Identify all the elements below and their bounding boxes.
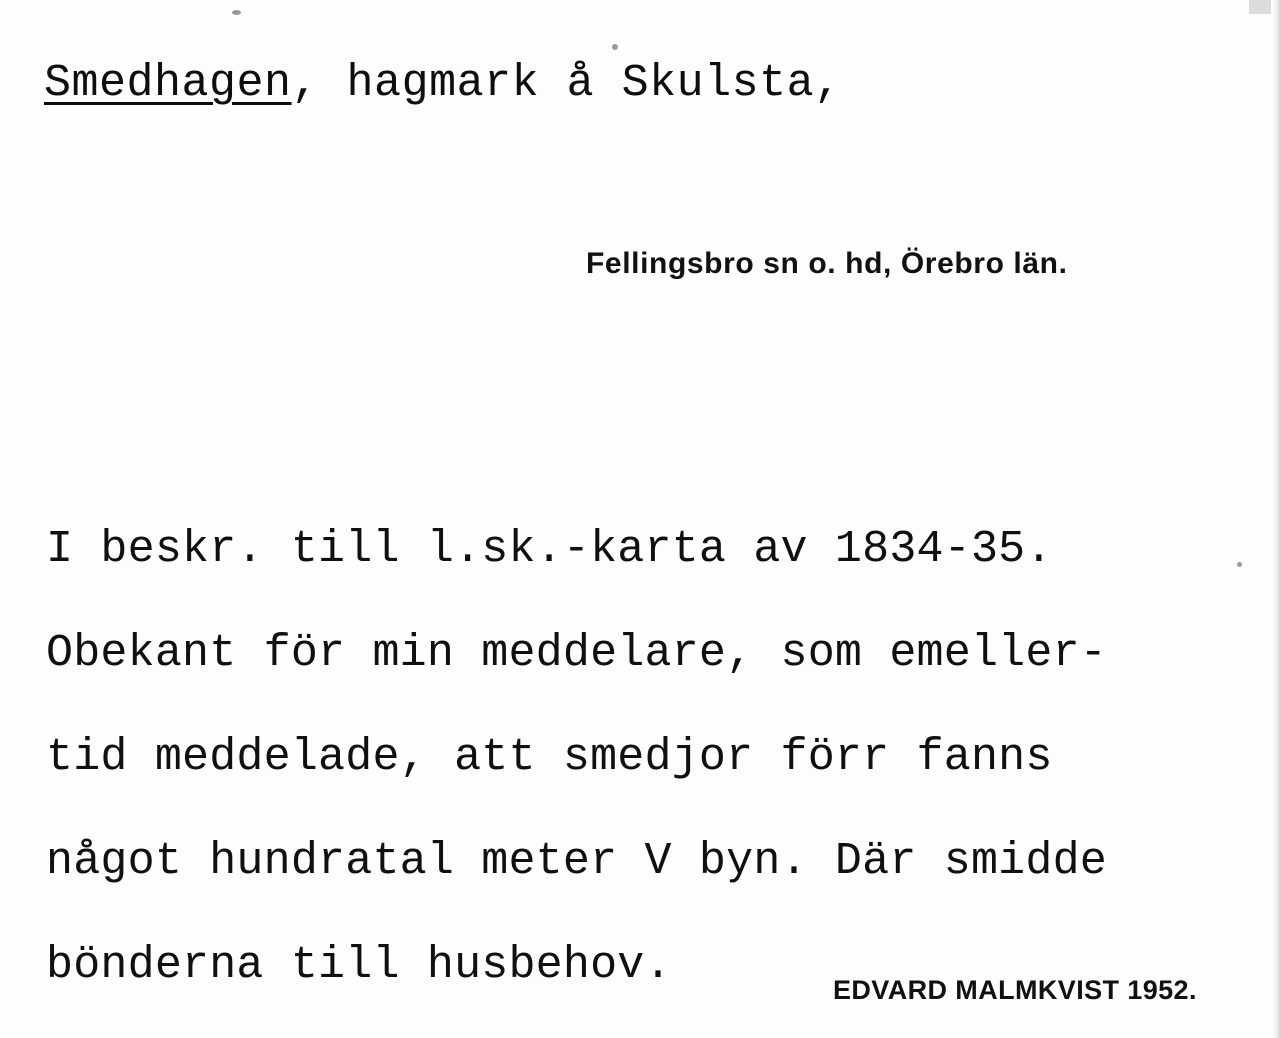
headline-rest: , hagmark å Skulsta,: [291, 58, 842, 109]
scan-speck: [612, 44, 618, 50]
signature-line: EDVARD MALMKVIST 1952.: [833, 975, 1197, 1005]
headline: [44, 58, 842, 109]
place-line: Fellingsbro sn o. hd, Örebro län.: [586, 247, 1068, 280]
scan-speck: [232, 10, 241, 15]
scan-corner-mark: [1249, 0, 1271, 14]
headline-keyword: Smedhagen: [44, 58, 292, 109]
body-line: bönderna till husbehov.: [46, 940, 672, 991]
body-text: [46, 498, 1246, 1018]
body-line: något hundratal meter V byn. Där smidde: [46, 836, 1107, 887]
body-line: Obekant för min meddelare, som emeller-: [46, 628, 1107, 679]
scan-edge-shadow: [1271, 0, 1281, 1038]
body-line: I beskr. till l.sk.-karta av 1834-35.: [46, 524, 1053, 575]
body-line: tid meddelade, att smedjor förr fanns: [46, 732, 1053, 783]
